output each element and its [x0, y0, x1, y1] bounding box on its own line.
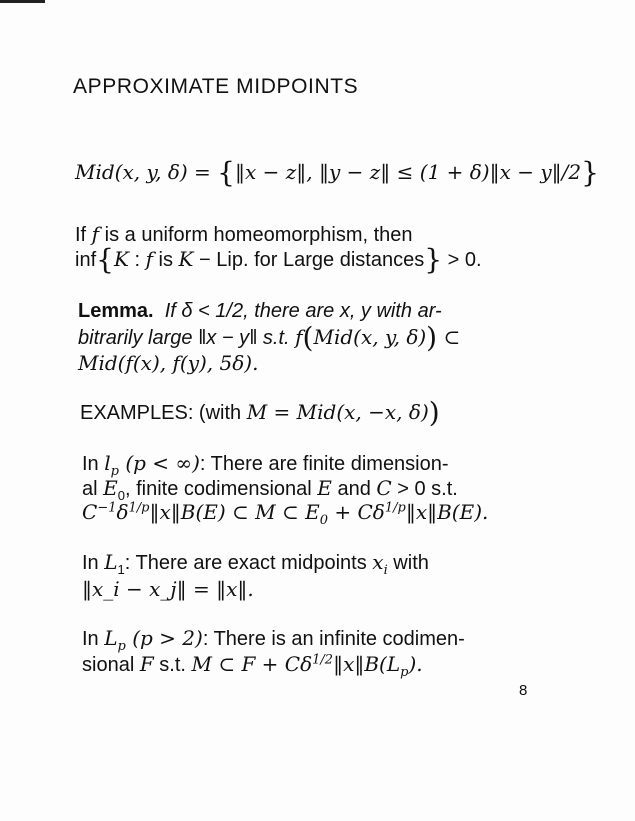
- examples-math: M = Mid(x, −x, δ): [246, 400, 429, 424]
- lemma-text-1: If δ < 1/2, there are x, y with ar-: [164, 300, 442, 322]
- lp-l: l: [104, 451, 111, 475]
- statement-text: If: [75, 224, 92, 246]
- Lp-line-1: [82, 626, 465, 654]
- Lp-ball: ‖x‖B(L: [333, 652, 401, 676]
- l1-in: In: [82, 552, 105, 574]
- lp-C-inv: C: [82, 500, 98, 524]
- lp-text: : There are finite dimension-: [199, 453, 449, 475]
- definition-close-brace: }: [581, 156, 599, 189]
- l1-text: : There are exact midpoints: [124, 552, 373, 574]
- lp-inclusion: ‖x‖B(E) ⊂ M ⊂ E: [149, 500, 320, 524]
- page-number: 8: [519, 682, 528, 699]
- Lp-in: In: [82, 628, 105, 650]
- Lp-text: : There is an infinite codimen-: [202, 628, 465, 650]
- scan-edge-mark: [0, 0, 45, 3]
- Lp-sub: p: [117, 639, 126, 654]
- lemma-line-3: Mid(f(x), f(y), 5δ).: [78, 351, 259, 375]
- l1-sub: 1: [117, 562, 125, 577]
- lemma-subset: ⊂: [437, 325, 461, 349]
- l1-line-2: ‖x_i − x_j‖ = ‖x‖.: [82, 577, 254, 601]
- lp-E0-sub: 0: [117, 488, 125, 503]
- lp-sub: p: [110, 464, 119, 479]
- lp-delta-sup-2: 1/p: [384, 500, 406, 516]
- lp-ball: ‖x‖B(E).: [405, 500, 489, 524]
- statement-line-2: [75, 243, 482, 276]
- lp-delta: δ: [116, 500, 129, 524]
- lp-st: > 0 s.t.: [391, 478, 458, 500]
- statement-f: f: [91, 222, 100, 246]
- inf-close-brace: }: [424, 243, 443, 276]
- lemma-line-1: [78, 300, 442, 323]
- lp-line-2: [82, 476, 458, 501]
- definition-line: [75, 156, 599, 189]
- Lp-inclusion: M ⊂ F + Cδ: [191, 652, 313, 676]
- statement-line-1: [75, 222, 413, 247]
- Lp-F: F: [139, 652, 154, 676]
- inf-K-lip: K: [178, 247, 194, 271]
- lp-al: al: [82, 478, 104, 500]
- lp-C-inv-sup: −1: [97, 500, 117, 516]
- definition-lhs: Mid(x, y, δ) =: [75, 160, 218, 184]
- lp-line-1: [82, 451, 449, 479]
- Lp-L: L: [104, 626, 118, 650]
- l1-with: with: [387, 552, 429, 574]
- Lp-ball-sub: p: [400, 665, 409, 680]
- Lp-cond: (p > 2): [125, 626, 203, 650]
- lp-E: E: [317, 476, 332, 500]
- examples-close-paren: ): [428, 396, 440, 429]
- lp-E0-sub-2: 0: [319, 513, 329, 528]
- lemma-open-paren: (: [302, 321, 314, 354]
- l1-line-1: [82, 550, 429, 578]
- definition-body: ‖x − z‖, ‖y − z‖ ≤ (1 + δ)‖x − y‖/2: [234, 160, 582, 184]
- lemma-label: Lemma.: [78, 300, 154, 322]
- inf-text: inf: [75, 249, 97, 271]
- lp-and: and: [331, 478, 377, 500]
- Lp-line-2: [82, 652, 423, 680]
- lp-plus-C-delta: + Cδ: [328, 500, 385, 524]
- lemma-mid: Mid(x, y, δ): [313, 325, 427, 349]
- Lp-delta-sup: 1/2: [312, 652, 334, 668]
- inf-rest: − Lip. for Large distances: [193, 249, 425, 271]
- lp-line-3: [82, 500, 489, 528]
- page-title: APPROXIMATE MIDPOINTS: [73, 75, 359, 98]
- lp-in: In: [82, 453, 105, 475]
- inf-f: f: [145, 247, 153, 271]
- Lp-st: s.t.: [153, 654, 192, 676]
- l1-x-sub: i: [383, 563, 388, 578]
- lp-C: C: [376, 476, 392, 500]
- l1-x: x: [372, 550, 384, 574]
- lp-finite-codim: , finite codimensional: [124, 478, 318, 500]
- definition-open-brace: {: [217, 156, 235, 189]
- statement-text-2: is a uniform homeomorphism, then: [99, 224, 413, 246]
- lp-delta-sup: 1/p: [128, 500, 150, 516]
- inf-is: is: [152, 249, 179, 271]
- lemma-close-paren: ): [426, 321, 438, 354]
- inf-end: > 0.: [442, 249, 482, 271]
- inf-K: K: [113, 247, 129, 271]
- Lp-sional: sional: [82, 654, 140, 676]
- lemma-f: f: [295, 325, 303, 349]
- inf-open-brace: {: [96, 243, 114, 276]
- examples-label: EXAMPLES: (with: [80, 402, 247, 424]
- l1-L: L: [104, 550, 118, 574]
- lemma-line-2: [78, 321, 461, 354]
- lp-E0: E: [103, 476, 118, 500]
- inf-colon: :: [128, 249, 146, 271]
- lemma-text-2: bitrarily large ‖x − y‖ s.t.: [78, 327, 296, 349]
- examples-line: [80, 396, 440, 429]
- Lp-close: ).: [408, 652, 423, 676]
- lp-cond: (p < ∞): [118, 451, 200, 475]
